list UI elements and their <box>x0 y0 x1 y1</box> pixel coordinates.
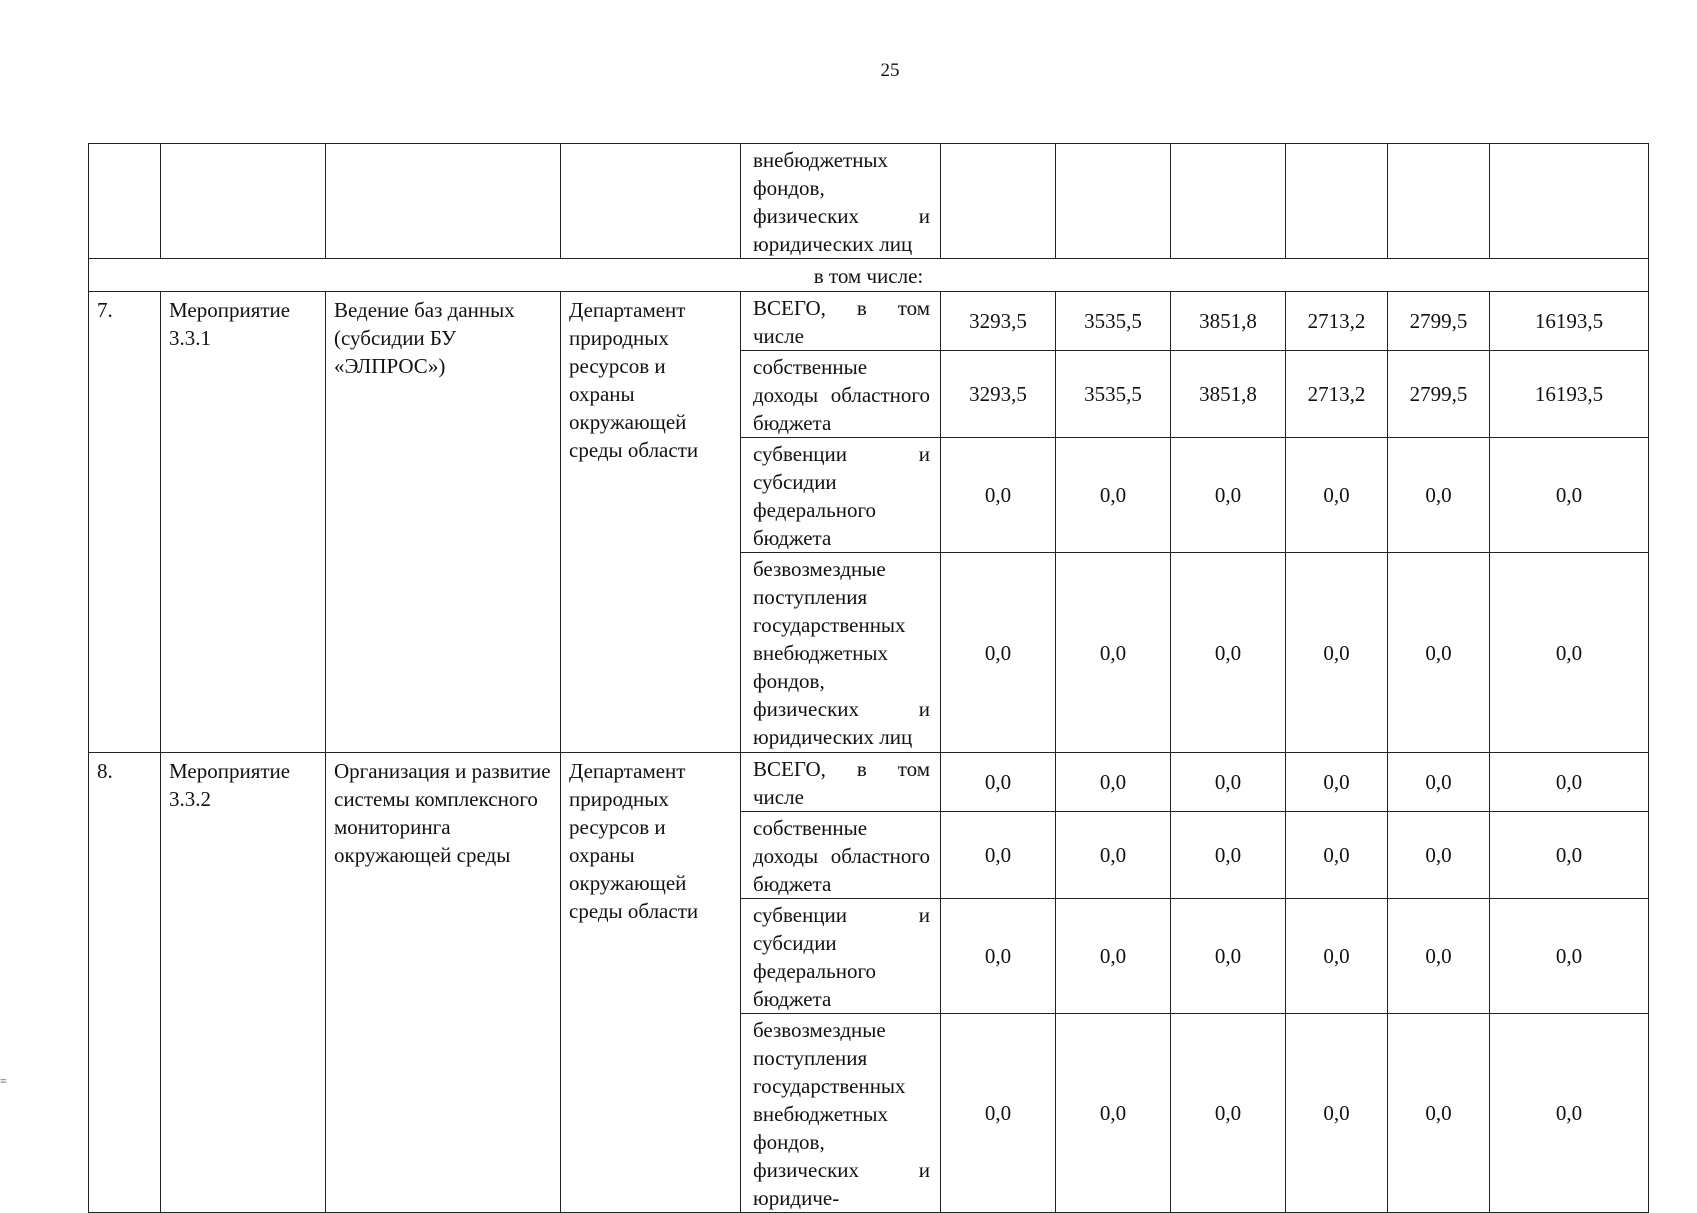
value-cell: 3535,5 <box>1056 351 1171 438</box>
cell-empty <box>1286 144 1388 259</box>
value-cell: 0,0 <box>1388 553 1490 753</box>
value-cell: 0,0 <box>1388 899 1490 1014</box>
value-cell: 0,0 <box>1490 438 1649 553</box>
value-cell: 0,0 <box>1388 438 1490 553</box>
cell-empty <box>89 144 161 259</box>
cell-empty <box>1490 144 1649 259</box>
value-cell: 0,0 <box>1286 553 1388 753</box>
measure-executor: Департамент природных ресурсов и охраны окружающей среды области <box>561 292 741 753</box>
funding-source: субвенции и субсидии федерального бюджета <box>741 438 941 553</box>
value-cell: 0,0 <box>1388 753 1490 812</box>
measure-name: Ведение баз данных (субсидии БУ «ЭЛПРОС») <box>326 292 561 753</box>
value-cell: 0,0 <box>1490 753 1649 812</box>
value-cell: 0,0 <box>1286 899 1388 1014</box>
funding-source: безвозмездные поступления государственных внебюджетных фондов, физических и юридиче- <box>741 1014 941 1213</box>
funding-source: субвенции и субсидии федерального бюджета <box>741 899 941 1014</box>
value-cell: 0,0 <box>1388 1014 1490 1213</box>
cell-empty <box>561 144 741 259</box>
value-cell: 0,0 <box>1490 553 1649 753</box>
value-cell: 0,0 <box>1286 438 1388 553</box>
cell-empty <box>1388 144 1490 259</box>
scan-edge-mark: ≡ <box>0 1074 7 1088</box>
value-cell: 0,0 <box>1286 1014 1388 1213</box>
budget-table <box>88 143 1649 1213</box>
funding-source: безвозмездные поступления государственных внебюджетных фондов, физических и юридических лиц <box>741 553 941 753</box>
table-row <box>89 292 1649 351</box>
continuation-row <box>89 144 1649 259</box>
value-cell: 3535,5 <box>1056 292 1171 351</box>
subheader: в том числе: <box>89 259 1649 292</box>
cell-empty <box>161 144 326 259</box>
measure-executor: Департамент природных ресурсов и охраны окружающей среды области <box>561 753 741 1213</box>
value-cell: 0,0 <box>941 553 1056 753</box>
cell-empty <box>326 144 561 259</box>
value-cell: 0,0 <box>1388 812 1490 899</box>
measure-code: Мероприятие 3.3.1 <box>161 292 326 753</box>
value-cell: 0,0 <box>1490 899 1649 1014</box>
value-cell: 0,0 <box>941 899 1056 1014</box>
value-cell: 3293,5 <box>941 351 1056 438</box>
value-cell: 0,0 <box>1171 438 1286 553</box>
value-cell: 0,0 <box>1056 438 1171 553</box>
value-cell: 0,0 <box>1171 899 1286 1014</box>
value-cell: 0,0 <box>1171 753 1286 812</box>
row-number: 8. <box>89 753 161 1213</box>
value-cell: 2713,2 <box>1286 351 1388 438</box>
value-cell: 3293,5 <box>941 292 1056 351</box>
value-cell: 0,0 <box>1171 553 1286 753</box>
measure-name: Организация и развитие системы комплексного мониторинга окружающей среды <box>326 753 561 1213</box>
row-number: 7. <box>89 292 161 753</box>
value-cell: 0,0 <box>941 438 1056 553</box>
measure-code: Мероприятие 3.3.2 <box>161 753 326 1213</box>
funding-source: собственные доходы областного бюджета <box>741 351 941 438</box>
subheader-row <box>89 259 1649 292</box>
value-cell: 0,0 <box>1171 1014 1286 1213</box>
value-cell: 0,0 <box>1056 753 1171 812</box>
value-cell: 0,0 <box>941 1014 1056 1213</box>
value-cell: 0,0 <box>941 753 1056 812</box>
value-cell: 0,0 <box>1490 1014 1649 1213</box>
page-number: 25 <box>880 60 900 81</box>
value-cell: 2713,2 <box>1286 292 1388 351</box>
value-cell: 2799,5 <box>1388 292 1490 351</box>
value-cell: 3851,8 <box>1171 351 1286 438</box>
value-cell: 0,0 <box>1286 812 1388 899</box>
value-cell: 16193,5 <box>1490 351 1649 438</box>
value-cell: 3851,8 <box>1171 292 1286 351</box>
value-cell: 0,0 <box>941 812 1056 899</box>
cell-empty <box>941 144 1056 259</box>
funding-source: ВСЕГО, в том числе <box>741 292 941 351</box>
value-cell: 0,0 <box>1286 753 1388 812</box>
funding-source: собственные доходы областного бюджета <box>741 812 941 899</box>
value-cell: 0,0 <box>1490 812 1649 899</box>
cell-empty <box>1056 144 1171 259</box>
value-cell: 0,0 <box>1056 1014 1171 1213</box>
funding-source: ВСЕГО, в том числе <box>741 753 941 812</box>
value-cell: 0,0 <box>1056 812 1171 899</box>
value-cell: 2799,5 <box>1388 351 1490 438</box>
value-cell: 0,0 <box>1056 899 1171 1014</box>
cell-empty <box>1171 144 1286 259</box>
value-cell: 16193,5 <box>1490 292 1649 351</box>
value-cell: 0,0 <box>1056 553 1171 753</box>
funding-source: внебюджетных фондов, физических и юридических лиц <box>741 144 941 259</box>
table-row <box>89 753 1649 812</box>
value-cell: 0,0 <box>1171 812 1286 899</box>
